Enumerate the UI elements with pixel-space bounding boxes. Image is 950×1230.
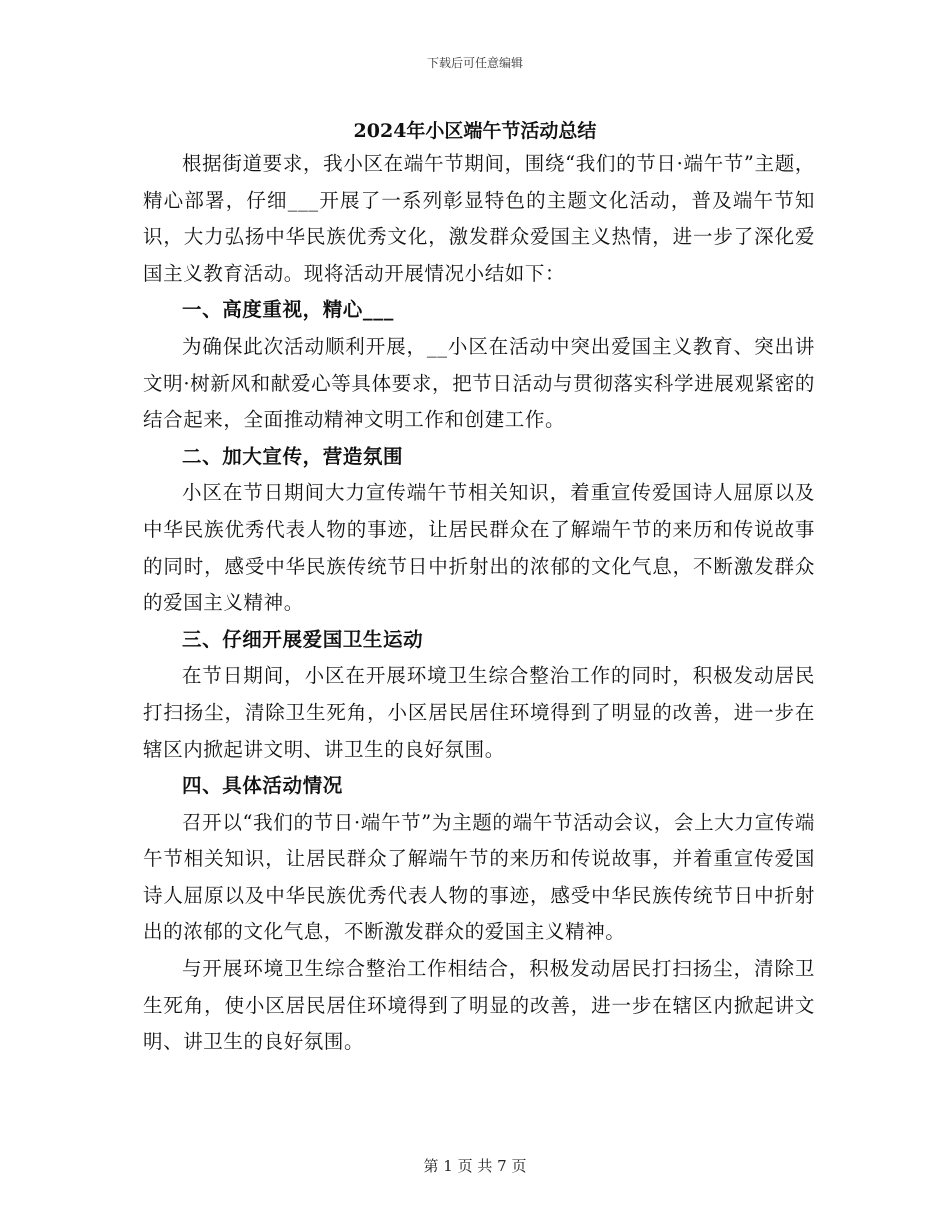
- intro-paragraph: 根据街道要求，我小区在端午节期间，围绕“我们的节日·端午节”主题，精心部署，仔细___开展了一系列彰显特色的主题文化活动，普及端午节知识，大力弘扬中华民族优秀文化，激发群众爱国主义热情，进一步了深化爱国主义教育活动。现将活动开展情况小结如下：: [143, 152, 815, 285]
- page-number: 第 1 页 共 7 页: [423, 1157, 527, 1175]
- section-paragraph: 为确保此次活动顺利开展，__小区在活动中突出爱国主义教育、突出讲文明·树新风和献爱心等具体要求，把节日活动与贯彻落实科学进展观紧密的结合起来，全面推动精神文明工作和创建工作。: [143, 334, 815, 432]
- document-body: [143, 146, 815, 1061]
- section-paragraph: 召开以“我们的节日·端午节”为主题的端午节活动会议，会上大力宣传端午节相关知识，让居民群众了解端午节的来历和传说故事，并着重宣传爱国诗人屈原以及中华民族优秀代表人物的事迹，感受中华民族传统节日中折射出的浓郁的文化气息，不断激发群众的爱国主义精神。: [143, 810, 815, 944]
- section-paragraph: 在节日期间，小区在开展环境卫生综合整治工作的同时，积极发动居民打扫扬尘，清除卫生死角，小区居民居住环境得到了明显的改善，进一步在辖区内掀起讲文明、讲卫生的良好氛围。: [143, 664, 815, 761]
- section-heading: 四、具体活动情况: [182, 774, 343, 798]
- header-note: 下载后可任意编辑: [426, 56, 523, 70]
- page-title: 2024年小区端午节活动总结: [353, 120, 597, 142]
- section-paragraph: 小区在节日期间大力宣传端午节相关知识，着重宣传爱国诗人屈原以及中华民族优秀代表人物的事迹，让居民群众在了解端午节的来历和传说故事的同时，感受中华民族传统节日中折射出的浓郁的文化气息，不断激发群众的爱国主义精神。: [143, 481, 815, 615]
- section-heading: 三、仔细开展爱国卫生运动: [182, 627, 424, 651]
- section-heading: 二、加大宣传，营造氛围: [182, 444, 404, 468]
- section-paragraph: 与开展环境卫生综合整治工作相结合，积极发动居民打扫扬尘，清除卫生死角，使小区居民居住环境得到了明显的改善，进一步在辖区内掀起讲文明、讲卫生的良好氛围。: [143, 957, 815, 1054]
- section-heading: 一、高度重视，精心___: [182, 298, 394, 322]
